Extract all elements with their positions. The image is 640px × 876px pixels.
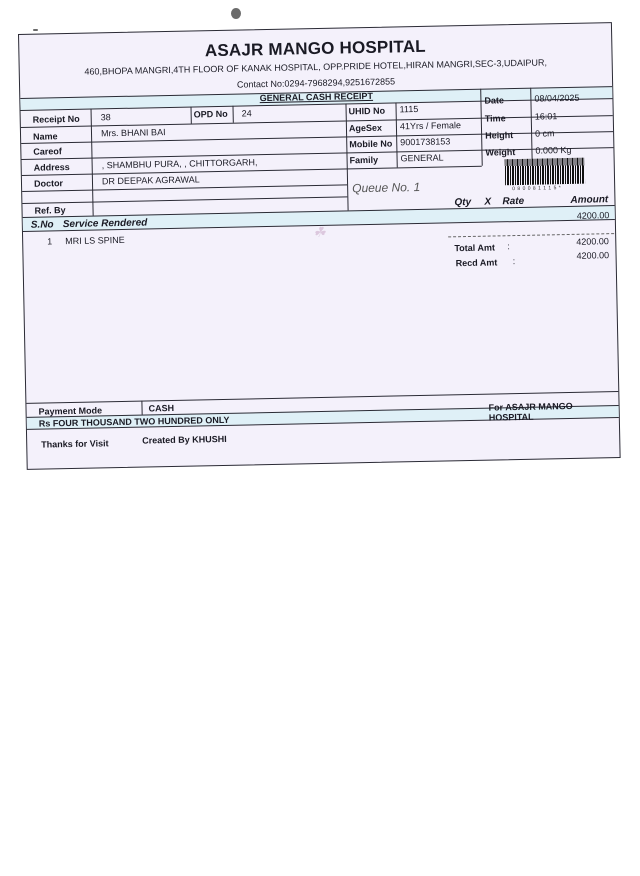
amount-in-words: Rs FOUR THOUSAND TWO HUNDRED ONLY <box>38 414 230 429</box>
doctor-value: DR DEEPAK AGRAWAL <box>101 174 200 187</box>
opd-no-value: 24 <box>241 108 252 119</box>
family-value: GENERAL <box>400 152 444 164</box>
hospital-contact: Contact No:0294-7968294,9251672855 <box>236 76 396 90</box>
age-sex-label: AgeSex <box>348 122 383 134</box>
barcode <box>505 158 586 186</box>
rule <box>141 401 142 415</box>
service-row-sno: 1 <box>47 236 53 247</box>
address-label: Address <box>33 161 70 173</box>
date-label: Date <box>484 95 505 106</box>
family-label: Family <box>349 154 379 166</box>
qty-header: Qty <box>454 196 472 209</box>
height-value: 0 cm <box>535 128 555 139</box>
recd-amt-colon: : <box>512 256 516 267</box>
uhid-no-label: UHID No <box>348 105 386 117</box>
for-hospital: For ASAJR MANGO HOSPITAL <box>488 400 573 423</box>
total-amt-colon: : <box>507 241 510 252</box>
mobile-no-label: Mobile No <box>349 138 393 150</box>
recd-amt-label: Recd Amt <box>455 257 498 269</box>
uhid-no-value: 1115 <box>399 103 419 115</box>
name-value: Mrs. BHANI BAI <box>100 127 166 139</box>
receipt-no-value: 38 <box>100 112 111 123</box>
rule <box>22 196 347 204</box>
service-header: Service Rendered <box>62 217 148 231</box>
age-sex-value: 41Yrs / Female <box>399 120 462 132</box>
created-by: Created By KHUSHI <box>142 433 227 446</box>
address-value: , SHAMBHU PURA, , CHITTORGARH, <box>101 157 258 171</box>
faint-stamp: ☘ <box>312 223 326 241</box>
date-value: 08/04/2025 <box>534 92 580 104</box>
paper-mark-hole <box>231 8 241 19</box>
receipt-title: GENERAL CASH RECEIPT <box>259 90 374 104</box>
doctor-label: Doctor <box>33 178 64 189</box>
weight-value: 0.000 Kg <box>535 144 572 156</box>
total-amt-value: 4200.00 <box>576 236 609 247</box>
mobile-no-value: 9001738153 <box>400 136 451 148</box>
ref-by-label: Ref. By <box>34 205 66 216</box>
recd-amt-value: 4200.00 <box>576 250 610 261</box>
x-header: X <box>484 196 492 208</box>
cash-receipt <box>18 22 621 470</box>
payment-mode-value: CASH <box>148 402 175 414</box>
opd-no-label: OPD No <box>193 108 228 120</box>
paper-mark-corner <box>33 29 38 31</box>
careof-label: Careof <box>33 146 62 157</box>
height-label: Height <box>485 130 514 141</box>
hospital-name: ASAJR MANGO HOSPITAL <box>204 36 426 61</box>
rule <box>190 107 191 124</box>
rule <box>346 113 613 124</box>
service-row-amount: 4200.00 <box>576 210 610 221</box>
rule <box>232 106 233 123</box>
queue-number: Queue No. 1 <box>352 179 421 196</box>
payment-mode-label: Payment Mode <box>38 405 103 417</box>
barcode-text: 0 8 0 0 8 1 1 1 5 * <box>512 185 562 193</box>
amount-header: Amount <box>570 194 609 206</box>
rule <box>22 184 347 192</box>
receipt-frame <box>18 22 621 470</box>
rate-header: Rate <box>502 195 525 208</box>
weight-label: Weight <box>485 147 516 158</box>
total-amt-label: Total Amt <box>454 242 495 254</box>
sno-header: S.No <box>30 219 54 231</box>
hospital-address: 460,BHOPA MANGRI,4TH FLOOR OF KANAK HOSPITAL, OPP.PRIDE HOTEL,HIRAN MANGRI,SEC-3,UDAIPUR, <box>84 57 548 77</box>
service-row-name: MRI LS SPINE <box>65 234 125 247</box>
name-label: Name <box>32 131 58 142</box>
receipt-no-label: Receipt No <box>32 113 80 125</box>
thanks-text: Thanks for Visit <box>41 438 109 450</box>
time-label: Time <box>484 113 506 124</box>
time-value: 16:01 <box>534 111 558 122</box>
